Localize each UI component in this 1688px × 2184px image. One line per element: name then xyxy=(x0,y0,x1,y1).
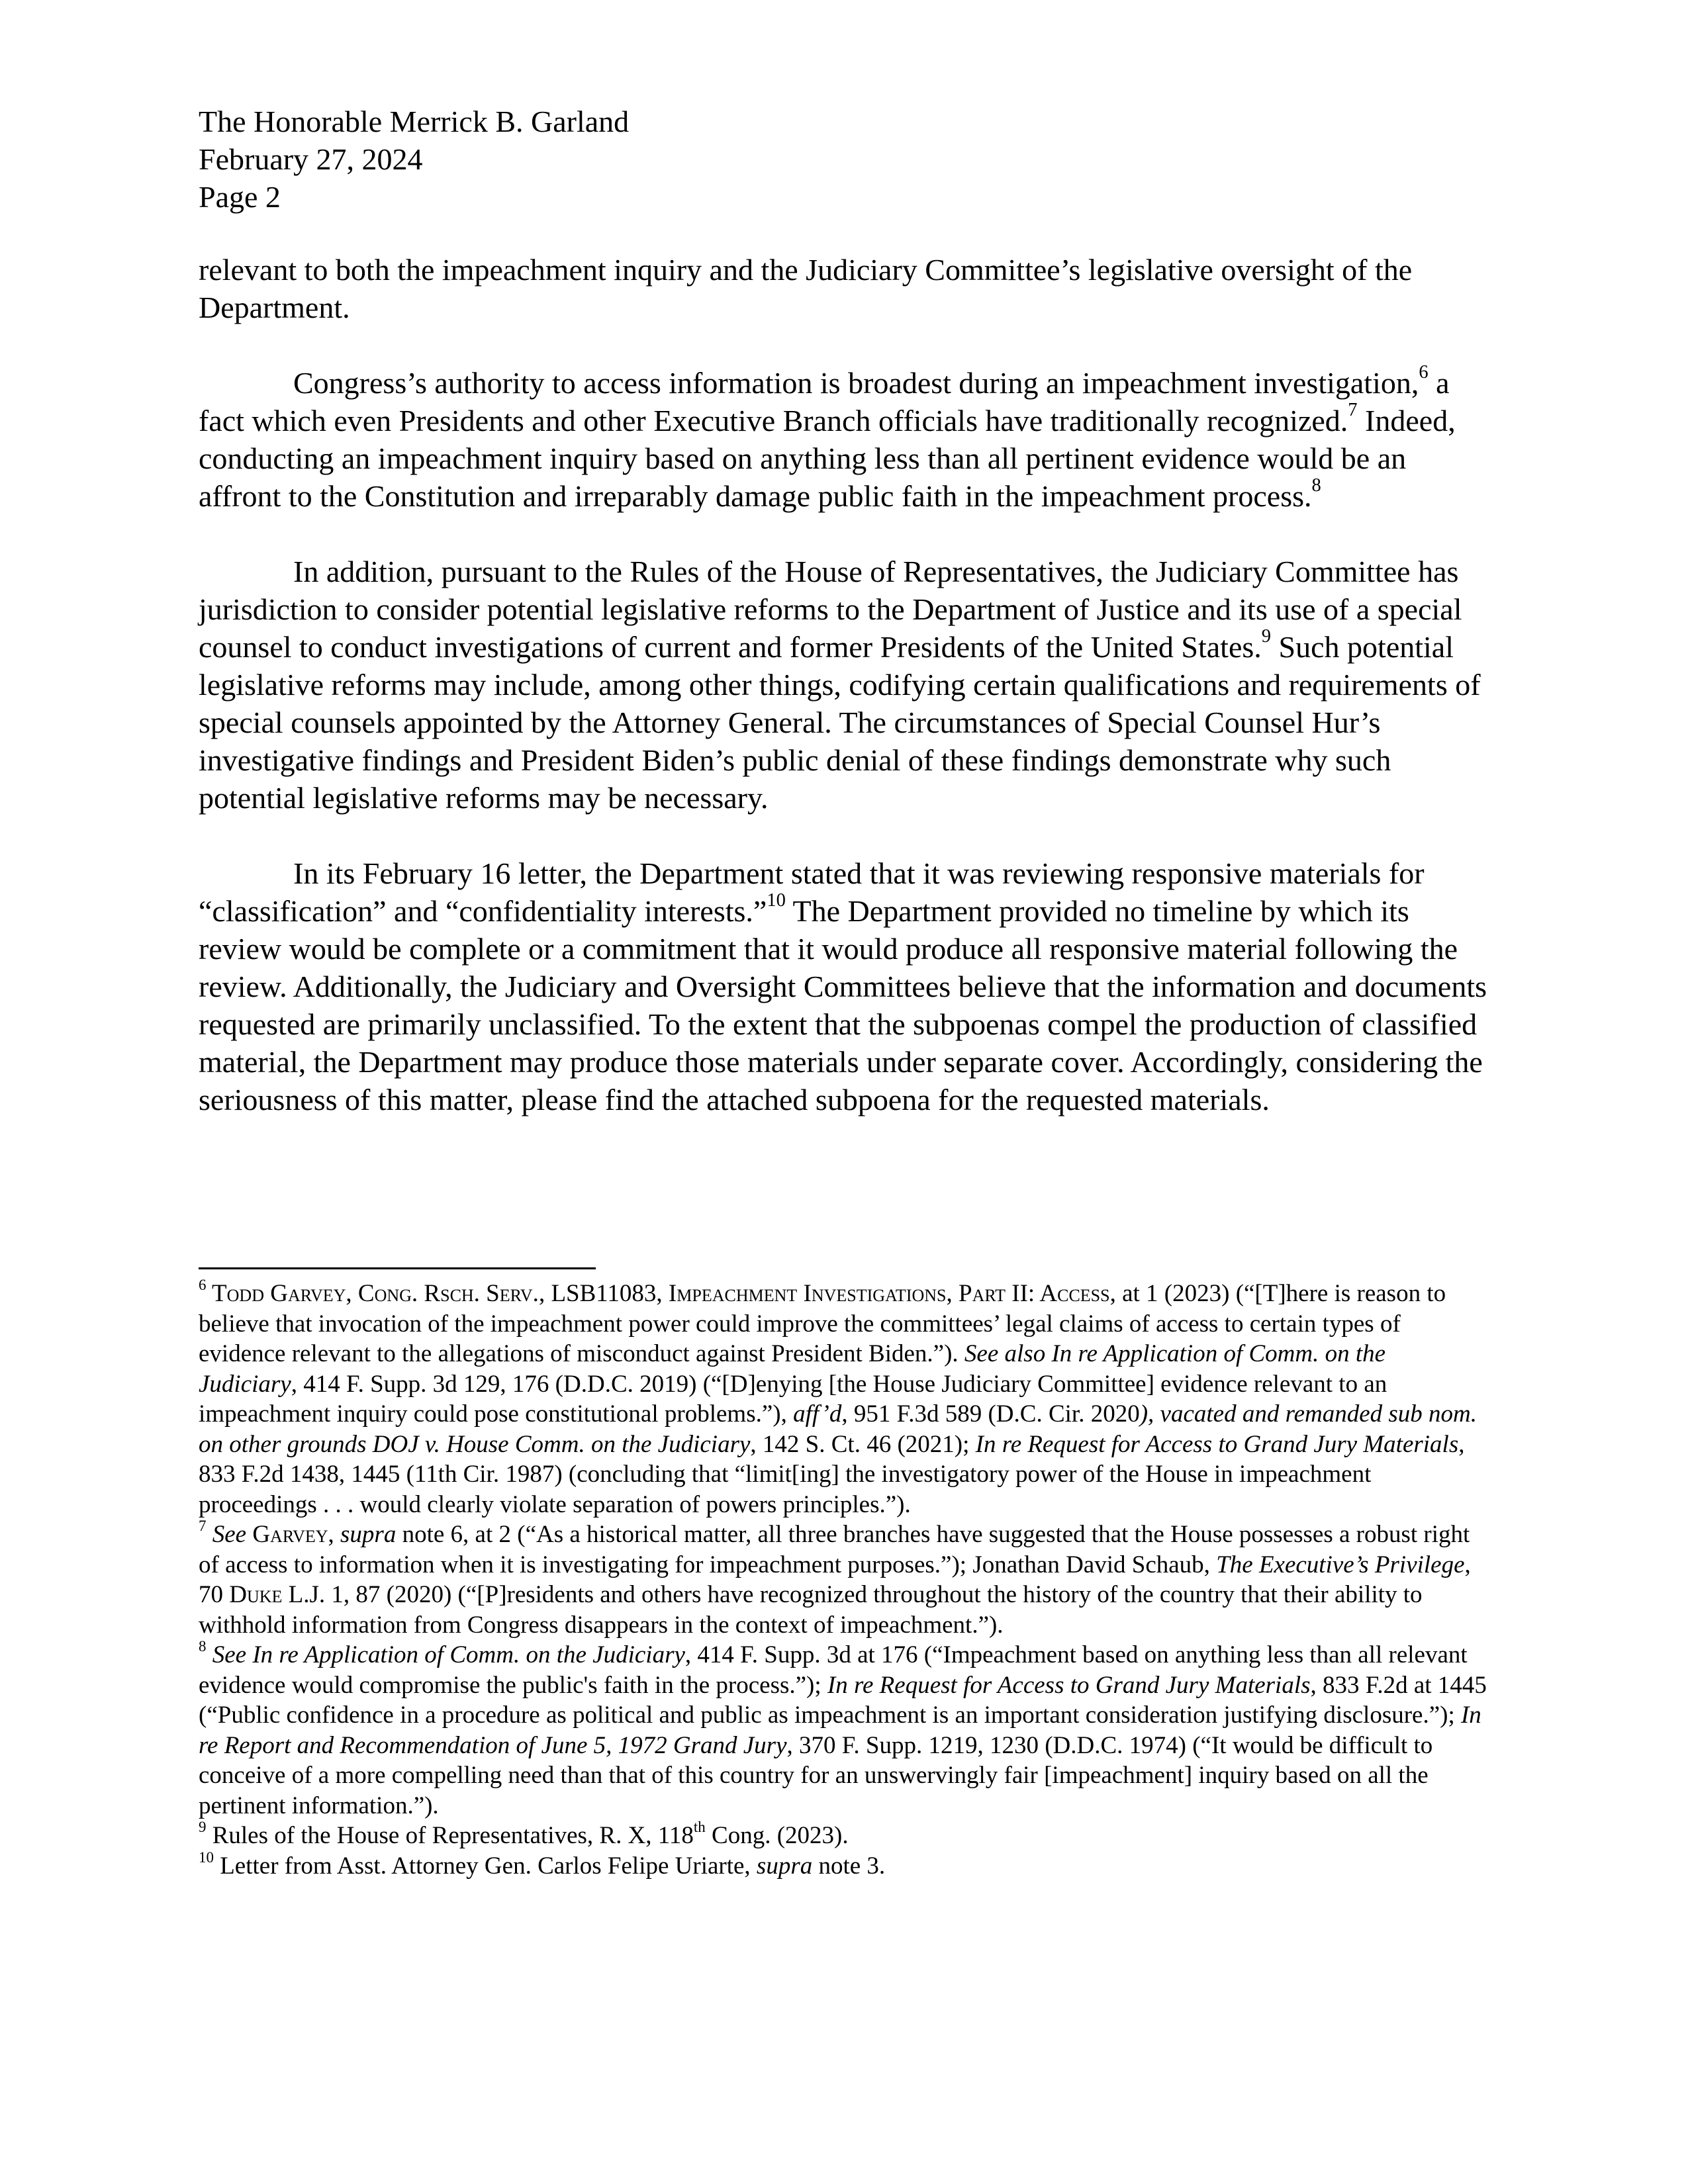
footnote-number: 10 xyxy=(199,1848,214,1866)
footnote-text: , 833 F.2d at 1445 (“Public confidence in a procedure as political and public as impeachment is an important consideration justifying disclosure.”); xyxy=(199,1671,1487,1729)
footnotes xyxy=(199,1276,1489,1881)
footnote-number: 6 xyxy=(199,1276,207,1293)
paragraph-4-text-b: The Department provided no timeline by which its review would be complete or a commitment that it would produce all responsive material following the review. Additionally, the Judiciary and Oversight Committees believe that the information and documents requested are primarily unclassified. To the extent that the subpoenas compel the production of classified material, the Department may produce those materials under separate cover. Accordingly, considering the seriousness of this matter, please find the attached subpoena for the requested materials. xyxy=(199,894,1487,1116)
footnote-text: , at 1 (2023) (“[T]here is reason to believe that invocation of the impeachment power could improve the committees’ legal claims of access to certain types of evidence relevant to the allegations of misconduct against President Biden.”). xyxy=(199,1280,1446,1367)
footnote-text: Impeachment Investigations, Part II: Access xyxy=(668,1280,1110,1307)
footnote-number: 9 xyxy=(199,1818,207,1835)
footnote-text: Duke xyxy=(229,1581,283,1608)
footnote-ref-10[interactable]: 10 xyxy=(767,890,786,911)
footnote-citation: In re Report and Recommendation of June 5, 1972 Grand Jury xyxy=(199,1702,1481,1759)
page-number: Page 2 xyxy=(199,180,281,214)
footnote-citation: See In re Application of Comm. on the Judiciary xyxy=(206,1641,685,1668)
paragraph-3 xyxy=(199,553,1489,817)
footnote-text: Cong. (2023). xyxy=(705,1822,849,1849)
footnote-8 xyxy=(199,1637,1489,1821)
footnote-text: , 142 S. Ct. 46 (2021); xyxy=(750,1430,976,1458)
footnote-text: , 414 F. Supp. 3d at 176 (“Impeachment based on anything less than all relevant evidence would compromise the public's faith in the process.”); xyxy=(199,1641,1468,1699)
footnote-9 xyxy=(199,1818,1489,1851)
footnote-separator xyxy=(199,1267,596,1269)
footnote-ref-8[interactable]: 8 xyxy=(1311,475,1321,496)
paragraph-3-text-a: In addition, pursuant to the Rules of the House of Representatives, the Judiciary Committee has jurisdiction to consider potential legislative reforms to the Department of Justice and its use of a special counsel to conduct investigations of current and former Presidents of the United States. xyxy=(199,555,1462,664)
footnote-7 xyxy=(199,1517,1489,1640)
paragraph-4-text-a: In its February 16 letter, the Department stated that it was reviewing responsive materials for “classification” and “confidentiality interests.” xyxy=(199,856,1425,928)
footnote-text: note 6, at 2 (“As a historical matter, all three branches have suggested that the House possesses a robust right of access to information when it is investigating for impeachment purposes.”); Jonathan David Schaub, xyxy=(199,1521,1470,1578)
footnote-citation: See xyxy=(206,1521,247,1548)
footnote-text: , 370 F. Supp. 1219, 1230 (D.D.C. 1974) (“It would be difficult to conceive of a more compelling need than that of this country for an unswervingly fair [impeachment] inquiry based on all the pertinent information.”). xyxy=(199,1731,1433,1819)
footnote-10 xyxy=(199,1848,1489,1882)
paragraph-1-text: relevant to both the impeachment inquiry and the Judiciary Committee’s legislative oversight of the Department. xyxy=(199,253,1413,324)
paragraph-2 xyxy=(199,364,1489,515)
footnote-text: , LSB11083, xyxy=(538,1280,669,1307)
footnote-citation: In re Request for Access to Grand Jury Materials xyxy=(975,1430,1459,1458)
paragraph-2-text-a: Congress’s authority to access information is broadest during an impeachment investigation, xyxy=(293,366,1419,400)
footnote-ref-6[interactable]: 6 xyxy=(1419,362,1429,383)
paragraph-4 xyxy=(199,854,1489,1118)
footnote-citation: supra xyxy=(756,1852,813,1880)
footnote-6 xyxy=(199,1276,1489,1520)
date-line: February 27, 2024 xyxy=(199,142,423,176)
footnote-number: 7 xyxy=(199,1517,207,1534)
footnote-text: , 414 F. Supp. 3d 129, 176 (D.D.C. 2019) (“[D]enying [the House Judiciary Committee] evidence relevant to an impeachment inquiry could pose constitutional problems.”), xyxy=(199,1370,1387,1428)
paragraph-1 xyxy=(199,251,1489,326)
paragraph-3-text-b: Such potential legislative reforms may include, among other things, codifying certain qualifications and requirements of special counsels appointed by the Attorney General. The circumstances of Special Counsel Hur’s investigative findings and President Biden’s public denial of these findings demonstrate why such potential legislative reforms may be necessary. xyxy=(199,630,1481,815)
footnote-text: , 951 F.3d 589 (D.C. Cir. 2020 xyxy=(841,1400,1140,1428)
letter-header xyxy=(199,103,629,216)
footnote-text: Rules of the House of Representatives, R. X, 118 xyxy=(206,1822,694,1849)
footnote-ref-7[interactable]: 7 xyxy=(1348,400,1358,421)
paragraph-2-text-c: Indeed, conducting an impeachment inquiry based on anything less than all pertinent evidence would be an affront to the Constitution and irreparably damage public faith in the impeachment process. xyxy=(199,404,1456,513)
footnote-citation: See also In re Application of Comm. on the Judiciary xyxy=(199,1340,1386,1398)
footnote-citation: The Executive’s Privilege xyxy=(1216,1551,1465,1578)
footnote-citation: In re Request for Access to Grand Jury Materials xyxy=(827,1671,1311,1699)
letter-body xyxy=(199,251,1489,1118)
ordinal-suffix: th xyxy=(693,1818,706,1835)
footnote-text: , xyxy=(328,1521,341,1548)
footnote-text: Todd Garvey, Cong. Rsch. Serv. xyxy=(206,1280,539,1307)
paragraph-2-text-b: a fact which even Presidents and other Executive Branch officials have traditionally recognized. xyxy=(199,366,1450,437)
footnote-text: Garvey xyxy=(246,1521,328,1548)
footnote-number: 8 xyxy=(199,1637,207,1655)
footnote-text: L.J. 1, 87 (2020) (“[P]residents and others have recognized throughout the history of the country that their ability to withhold information from Congress disappears in the context of impeachment.”). xyxy=(199,1581,1423,1639)
recipient-line: The Honorable Merrick B. Garland xyxy=(199,105,630,138)
footnote-text: Letter from Asst. Attorney Gen. Carlos Felipe Uriarte, xyxy=(213,1852,757,1880)
footnote-ref-9[interactable]: 9 xyxy=(1261,626,1272,647)
footnote-citation: ), vacated and remanded sub nom. on other grounds DOJ v. House Comm. on the Judiciary xyxy=(199,1400,1477,1458)
footnote-text: note 3. xyxy=(812,1852,886,1880)
footnote-citation: aff’d xyxy=(793,1400,842,1428)
footnote-citation: supra xyxy=(340,1521,397,1548)
footnote-text: , 833 F.2d 1438, 1445 (11th Cir. 1987) (concluding that “limit[ing] the investigatory power of the House in impeachment proceedings . . . would clearly violate separation of powers principles.”). xyxy=(199,1430,1465,1518)
footnote-text: , 70 xyxy=(199,1551,1471,1608)
